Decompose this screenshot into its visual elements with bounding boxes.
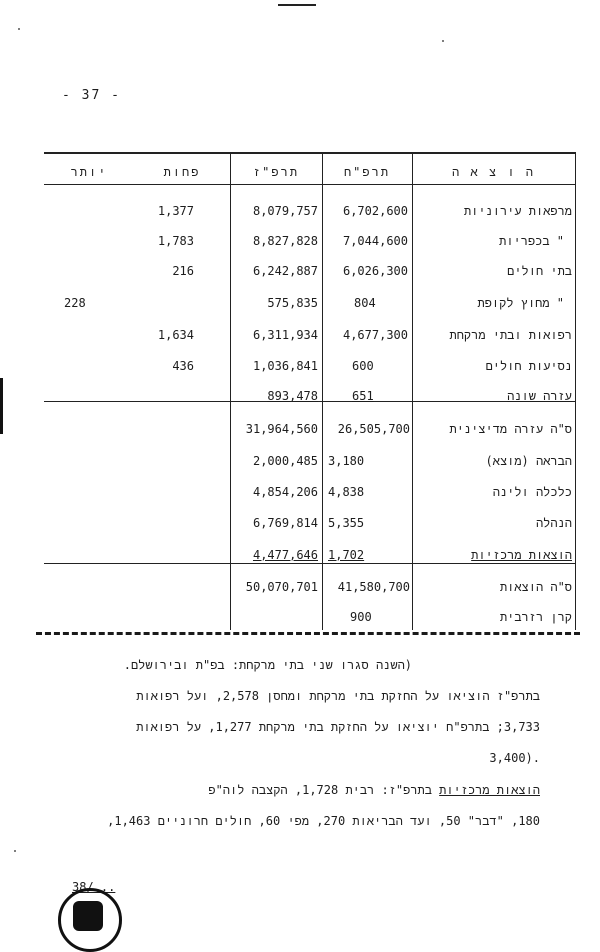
row-tarpaz: 4,854,206 — [252, 485, 318, 499]
total-tarpaz: 50,070,701 — [245, 580, 318, 594]
row-less: 1,634 — [157, 328, 194, 342]
row-tarpaz: 893,478 — [267, 389, 318, 403]
row-tarpach: 4,838 — [328, 485, 365, 499]
row-less: 216 — [172, 264, 194, 278]
row-tarpach: 6,702,600 — [342, 204, 408, 218]
row-label: מרפאות עירוניות — [463, 204, 572, 218]
stamp-glyph-icon — [73, 901, 103, 931]
row-tarpaz: 1,036,841 — [252, 359, 318, 373]
row-tarpaz: 6,311,934 — [252, 328, 318, 342]
row-tarpach: 1,702 — [328, 548, 365, 562]
row-tarpach: 6,026,300 — [342, 264, 408, 278]
paper-speck — [442, 40, 444, 42]
note-line: .(3,400 — [489, 751, 540, 765]
column-divider — [230, 152, 231, 630]
row-tarpaz: 6,769,814 — [252, 516, 318, 530]
subtotal-tarpach: 26,505,700 — [337, 422, 410, 436]
column-divider — [412, 152, 413, 630]
row-less: 1,783 — [157, 234, 194, 248]
central-expenses-heading: הוצאות מרכזיות — [439, 783, 540, 797]
note-line — [208, 783, 540, 798]
note-line: 3,733; בתרפ"ח יוציאו על החזקת בתי מרקחת 1,277, על רפואות — [136, 720, 540, 734]
note-line: 180, "דבר" 50, ועד הבריאות 270, מפי 60, חולים חרוניים 1,463, — [107, 814, 540, 828]
row-tarpaz: 4,477,646 — [252, 548, 318, 562]
subtotal-tarpaz: 31,964,560 — [245, 422, 318, 436]
row-tarpaz: 8,079,757 — [252, 204, 318, 218]
margin-mark — [0, 378, 3, 434]
row-label: הנהלה — [535, 516, 572, 530]
header-more: יותר — [70, 165, 108, 179]
row-tarpach: 804 — [354, 296, 376, 310]
row-tarpach: 3,180 — [328, 454, 365, 468]
column-divider — [575, 152, 576, 630]
total-tarpach: 41,580,700 — [337, 580, 410, 594]
row-label: עזרה שונה — [507, 389, 572, 403]
row-label: הבראה (מוצא) — [485, 454, 572, 468]
header-label: ה ו צ א ה — [452, 165, 535, 179]
row-tarpach: 600 — [352, 359, 374, 373]
row-tarpaz: 6,242,887 — [252, 264, 318, 278]
header-less: פחות — [163, 165, 201, 179]
row-label: " מחוץ לקופת — [477, 296, 564, 310]
row-label: " בכפריות — [499, 234, 564, 248]
note-line-text: בתרפ"ז: רבית 1,728, הקצבה לוה"פ — [208, 783, 440, 797]
stamp-seal — [58, 888, 122, 952]
header-tarpaz: תרפ"ז — [252, 165, 300, 179]
reserve-tarpach: 900 — [350, 610, 372, 624]
expenses-table — [44, 152, 576, 632]
row-tarpaz: 575,835 — [267, 296, 318, 310]
table-top-rule — [44, 152, 576, 154]
row-label: נסיעות חולים — [485, 359, 572, 373]
row-tarpach: 651 — [352, 389, 374, 403]
row-more: 228 — [64, 296, 86, 310]
subtotal-label: ס"ה עזרה מדיצינית — [449, 422, 572, 436]
continuation-note: 38/... — [72, 880, 116, 894]
row-label: כלכלה ולינה — [492, 485, 572, 499]
paper-speck — [14, 850, 16, 852]
header-rule — [44, 184, 576, 185]
page-number: - 37 - — [62, 88, 121, 103]
row-label: הוצאות מרכזיות — [471, 548, 572, 562]
paper-speck — [18, 28, 20, 30]
row-label: רפואות ובתי מרקחת — [449, 328, 572, 342]
total-label: ס"ה הוצאות — [499, 580, 572, 594]
row-tarpaz: 2,000,485 — [252, 454, 318, 468]
row-label: בתי חולים — [507, 264, 572, 278]
row-tarpach: 7,044,600 — [342, 234, 408, 248]
row-tarpach: 5,355 — [328, 516, 365, 530]
note-line: בתרפ"ז הוציאו על החזקת בתי מרקחת ומחסן 2,578, ועל רפואות — [136, 689, 540, 703]
row-tarpaz: 8,827,828 — [252, 234, 318, 248]
note-line: (השנה סגרו שני בתי מרקחת: בפ"ת ובירושלם. — [123, 658, 412, 672]
dashed-separator — [36, 632, 580, 635]
reserve-label: קרן רזרבית — [499, 610, 572, 624]
row-less: 436 — [172, 359, 194, 373]
row-less: 1,377 — [157, 204, 194, 218]
header-tarpach: תרפ"ח — [343, 165, 391, 179]
column-divider — [322, 152, 323, 630]
top-rule — [278, 4, 316, 6]
row-tarpach: 4,677,300 — [342, 328, 408, 342]
